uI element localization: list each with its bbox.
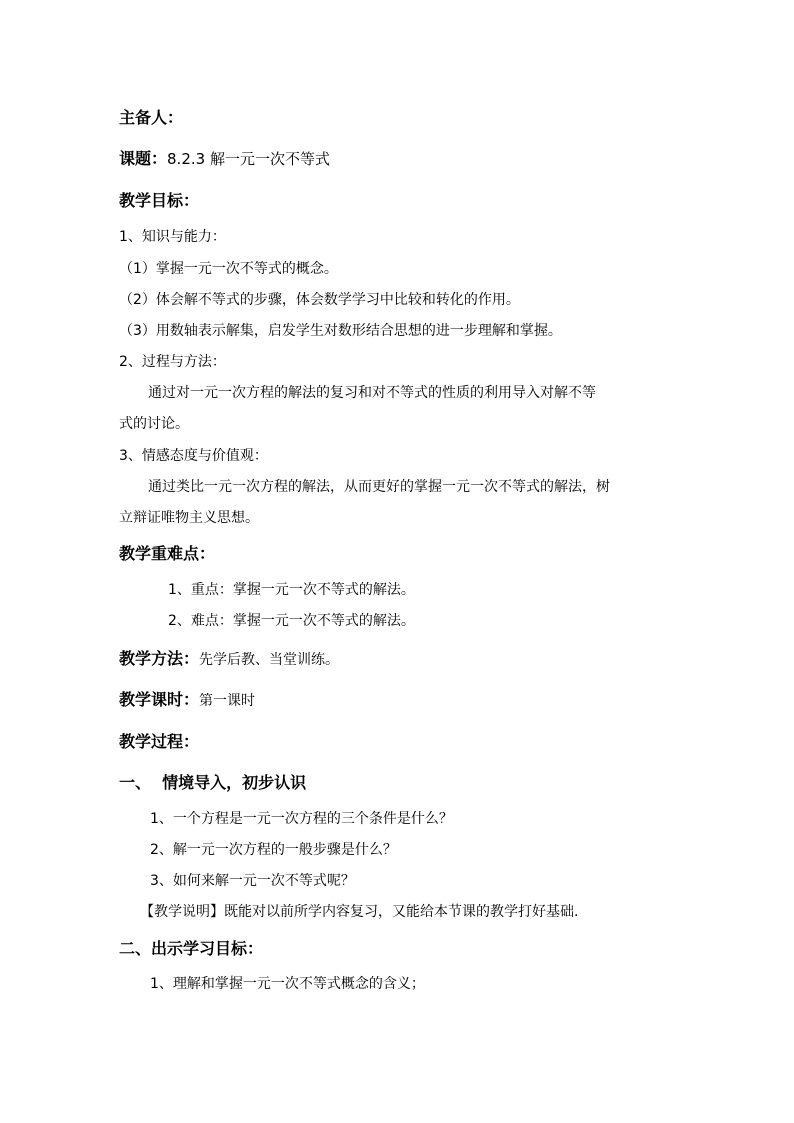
- knowledge-item-3: （3）用数轴表示解集，启发学生对数形结合思想的进一步理解和掌握。: [119, 323, 562, 339]
- topic-value: 8.2.3 解一元一次不等式: [167, 150, 330, 168]
- emotion-line-2: 立辩证唯物主义思想。: [119, 510, 259, 526]
- section1-question-3: 3、如何来解一元一次不等式呢？: [150, 873, 355, 889]
- knowledge-item-2: （2）体会解不等式的步骤，体会数学学习中比较和转化的作用。: [119, 292, 520, 308]
- hours-value: 第一课时: [199, 693, 256, 709]
- method-line: [119, 651, 339, 667]
- knowledge-item-1: （1）掌握一元一次不等式的概念。: [119, 261, 338, 277]
- knowledge-title: 1、知识与能力：: [119, 229, 226, 245]
- section1-question-1: 1、一个方程是一元一次方程的三个条件是什么？: [150, 811, 453, 827]
- section2-title: 二、出示学习目标：: [119, 939, 264, 958]
- author-label: 主备人：: [119, 108, 184, 127]
- key-points-heading: 教学重难点：: [119, 544, 216, 563]
- method-value: 先学后教、当堂训练。: [199, 652, 340, 668]
- process-title: 2、过程与方法：: [119, 354, 226, 370]
- key-point-2: 2、难点：掌握一元一次不等式的解法。: [168, 613, 415, 629]
- emotion-title: 3、情感态度与价值观：: [119, 448, 268, 464]
- process-heading: 教学过程：: [119, 732, 200, 751]
- hours-label: 教学课时：: [119, 690, 200, 709]
- section1-title: 一、 情境导入，初步认识: [119, 773, 307, 792]
- topic-label: 课题：: [119, 149, 168, 168]
- topic-line: [119, 151, 330, 167]
- method-label: 教学方法：: [119, 649, 200, 668]
- key-point-1: 1、重点：掌握一元一次不等式的解法。: [168, 582, 415, 598]
- process-line-1: 通过对一元一次方程的解法的复习和对不等式的性质的利用导入对解不等: [148, 385, 596, 401]
- section2-item-1: 1、理解和掌握一元一次不等式概念的含义；: [150, 976, 425, 992]
- section1-note: 【教学说明】既能对以前所学内容复习，又能给本节课的教学打好基础.: [140, 904, 579, 920]
- emotion-line-1: 通过类比一元一次方程的解法，从而更好的掌握一元一次不等式的解法，树: [148, 479, 610, 495]
- section1-question-2: 2、解一元一次方程的一般步骤是什么？: [150, 842, 397, 858]
- hours-line: [119, 692, 255, 708]
- process-line-2: 式的讨论。: [119, 416, 189, 432]
- objectives-heading: 教学目标：: [119, 191, 200, 210]
